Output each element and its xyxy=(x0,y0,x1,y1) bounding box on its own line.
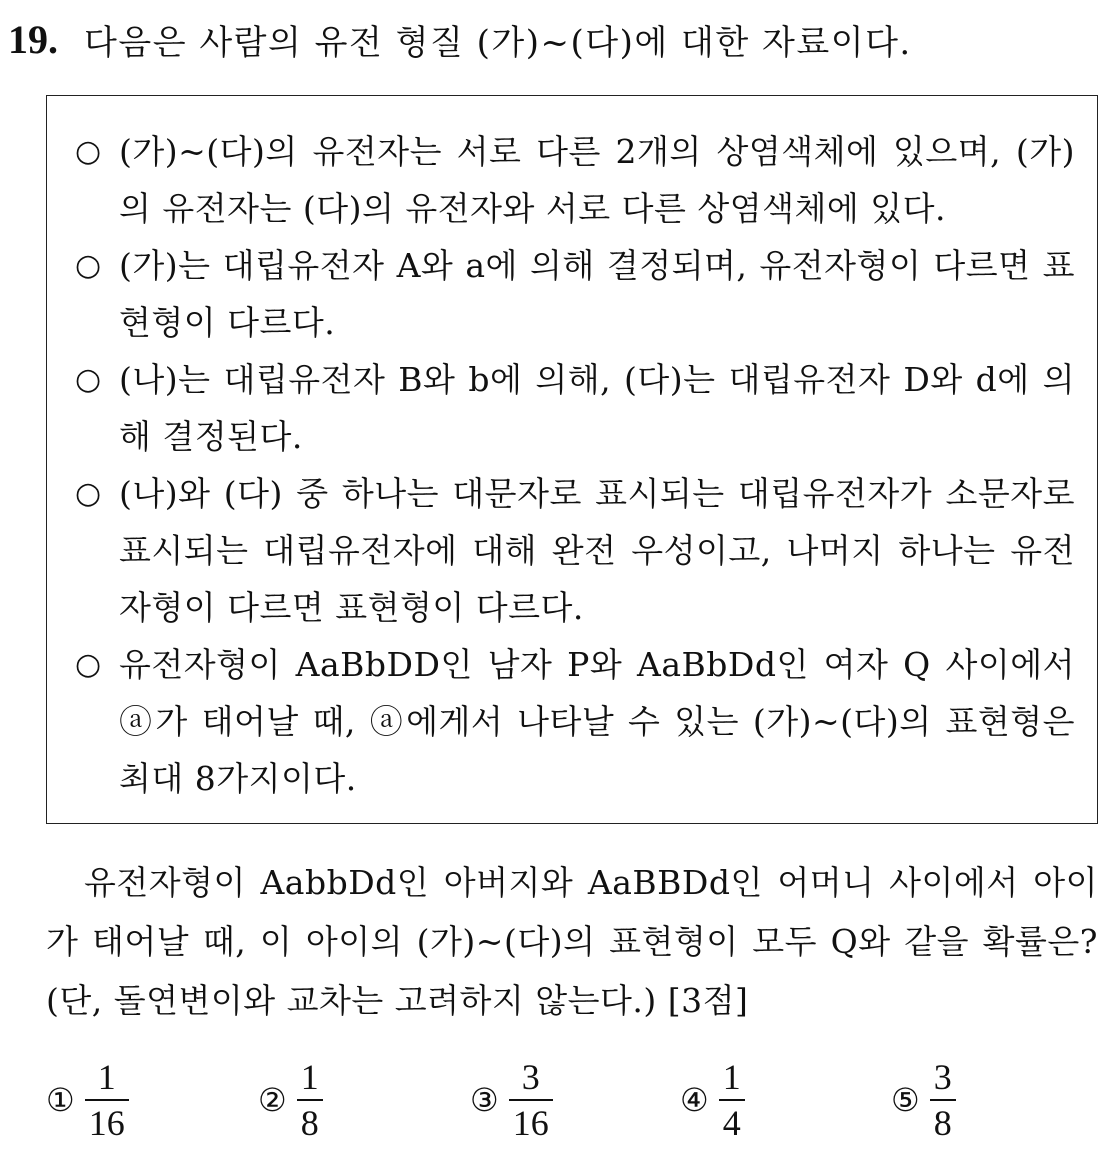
fraction-bar xyxy=(509,1099,553,1101)
fraction-numerator: 1 xyxy=(722,1057,741,1097)
bullet-circle-icon: ○ xyxy=(75,476,102,511)
fraction-numerator: 1 xyxy=(300,1057,319,1097)
fraction-denominator: 8 xyxy=(933,1103,952,1143)
fraction-denominator: 16 xyxy=(512,1103,549,1143)
fraction-bar xyxy=(719,1099,745,1101)
info-item-text: (가)~(다)의 유전자는 서로 다른 2개의 상염색체에 있으며, (가)의 유전자는 (다)의 유전자와 서로 다른 상염색체에 있다. xyxy=(119,132,1075,228)
answer-choices xyxy=(46,1055,1098,1145)
info-list xyxy=(75,123,1075,807)
fraction-denominator: 4 xyxy=(722,1103,741,1143)
fraction-denominator: 16 xyxy=(88,1103,125,1143)
choice-label: ③ xyxy=(470,1081,499,1119)
info-item-text: (가)는 대립유전자 A와 a에 의해 결정되며, 유전자형이 다르면 표현형이 다르다. xyxy=(119,246,1075,342)
bullet-circle-icon: ○ xyxy=(75,134,102,169)
info-item-text: 유전자형이 AaBbDD인 남자 P와 AaBbDd인 여자 Q 사이에서 ⓐ가 태어날 때, ⓐ에게서 나타날 수 있는 (가)~(다)의 표현형은 최대 8가지이다. xyxy=(119,645,1075,798)
question-stem: 다음은 사람의 유전 형질 (가)~(다)에 대한 자료이다. xyxy=(84,22,912,63)
fraction xyxy=(297,1057,323,1143)
choice-3[interactable] xyxy=(470,1055,553,1145)
question-body: 유전자형이 AabbDd인 아버지와 AaBBDd인 어머니 사이에서 아이가 태어날 때, 이 아이의 (가)~(다)의 표현형이 모두 Q와 같을 확률은? (단, 돌연변이와 교차는 고려하지 않는다.) [3점] xyxy=(46,863,1098,1020)
fraction xyxy=(930,1057,956,1143)
fraction-bar xyxy=(85,1099,129,1101)
choice-5[interactable] xyxy=(891,1055,956,1145)
fraction-denominator: 8 xyxy=(300,1103,319,1143)
question-number: 19. xyxy=(8,16,58,62)
info-item-text: (나)는 대립유전자 B와 b에 의해, (다)는 대립유전자 D와 d에 의해 결정된다. xyxy=(119,360,1075,456)
choice-1[interactable] xyxy=(46,1055,129,1145)
fraction xyxy=(719,1057,745,1143)
info-item xyxy=(75,465,1075,636)
choice-label: ② xyxy=(258,1081,287,1119)
info-item xyxy=(75,351,1075,465)
fraction-numerator: 3 xyxy=(933,1057,952,1097)
question-header xyxy=(8,14,912,64)
bullet-circle-icon: ○ xyxy=(75,647,102,682)
info-item xyxy=(75,237,1075,351)
bullet-circle-icon: ○ xyxy=(75,248,102,283)
fraction-bar xyxy=(297,1099,323,1101)
choice-4[interactable] xyxy=(680,1055,745,1145)
choice-label: ① xyxy=(46,1081,75,1119)
info-item xyxy=(75,636,1075,807)
fraction xyxy=(85,1057,129,1143)
info-item-text: (나)와 (다) 중 하나는 대문자로 표시되는 대립유전자가 소문자로 표시되는 대립유전자에 대해 완전 우성이고, 나머지 하나는 유전자형이 다르면 표현형이 다르다. xyxy=(119,474,1075,627)
choice-label: ⑤ xyxy=(891,1081,920,1119)
fraction-numerator: 1 xyxy=(97,1057,116,1097)
choice-label: ④ xyxy=(680,1081,709,1119)
fraction-bar xyxy=(930,1099,956,1101)
bullet-circle-icon: ○ xyxy=(75,362,102,397)
info-item xyxy=(75,123,1075,237)
info-box xyxy=(46,95,1098,824)
fraction xyxy=(509,1057,553,1143)
choice-2[interactable] xyxy=(258,1055,323,1145)
fraction-numerator: 3 xyxy=(521,1057,540,1097)
